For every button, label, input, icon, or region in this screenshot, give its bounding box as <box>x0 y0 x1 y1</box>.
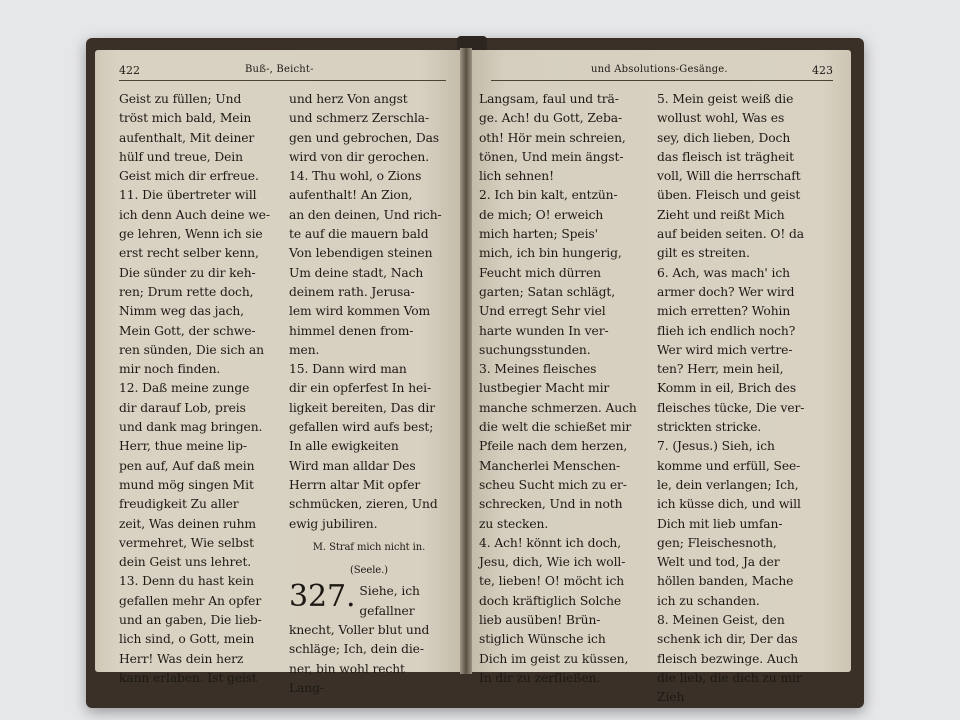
text-line: zeit, Was deinen ruhm <box>119 516 256 531</box>
text-line: Pfeile nach dem herzen, <box>479 439 628 454</box>
left-page-header <box>119 62 446 81</box>
text-line: mich harten; Speis' <box>479 227 598 242</box>
text-line: Dich mit lieb umfan- <box>657 516 783 531</box>
hymn-number: 327. <box>289 579 356 615</box>
text-line: 4. Ach! könnt ich doch, <box>479 535 622 550</box>
text-line: gefallner <box>359 603 415 618</box>
text-line: In dir zu zerfließen. <box>479 670 601 685</box>
left-column-1 <box>119 90 279 688</box>
text-line: das fleisch ist trägheit <box>657 149 794 164</box>
text-line: Nimm weg das jach, <box>119 304 244 319</box>
text-line: fleisch bezwinge. Auch <box>657 651 799 666</box>
text-line: 14. Thu wohl, o Zions <box>289 169 422 184</box>
text-line: kann erlaben. Ist geist <box>119 670 257 685</box>
text-line: manche schmerzen. Auch <box>479 400 637 415</box>
text-line: Herrn altar Mit opfer <box>289 477 421 492</box>
text-line: Wird man alldar Des <box>289 458 416 473</box>
text-line: 12. Daß meine zunge <box>119 381 250 396</box>
text-line: und an gaben, Die lieb- <box>119 613 262 628</box>
text-line: zu stecken. <box>479 516 549 531</box>
text-line: schläge; Ich, dein die- <box>289 642 424 657</box>
text-line: freudigkeit Zu aller <box>119 497 239 512</box>
text-line: tröst mich bald, Mein <box>119 111 252 126</box>
text-line: Komm in eil, Brich des <box>657 381 797 396</box>
text-line: lich sehnen! <box>479 169 554 184</box>
text-line: le, dein verlangen; Ich, <box>657 477 799 492</box>
text-line: gefallen wird aufs best; <box>289 420 434 435</box>
text-line: Herr! Was dein herz <box>119 651 244 666</box>
text-line: In alle ewigkeiten <box>289 439 399 454</box>
text-line: lem wird kommen Vom <box>289 304 431 319</box>
text-line: lustbegier Macht mir <box>479 381 610 396</box>
text-line: und herz Von angst <box>289 92 408 106</box>
text-line: gen und gebrochen, Das <box>289 130 440 145</box>
text-line: 11. Die übertreter will <box>119 188 257 203</box>
text-line: Von lebendigen steinen <box>289 246 433 261</box>
text-line: fleisches tücke, Die ver- <box>657 400 805 415</box>
text-line: ewig jubiliren. <box>289 516 378 531</box>
text-line: stiglich Wünsche ich <box>479 632 606 647</box>
text-line: Zieht und reißt Mich <box>657 207 785 222</box>
text-line: ligkeit bereiten, Das dir <box>289 400 436 415</box>
text-line: 15. Dann wird man <box>289 362 407 377</box>
right-page-header <box>491 62 833 81</box>
text-line: gilt es streiten. <box>657 246 750 261</box>
text-line: mich, ich bin hungerig, <box>479 246 622 261</box>
text-line: höllen banden, Mache <box>657 574 794 589</box>
text-line: knecht, Voller blut und <box>289 623 430 638</box>
text-line: harte wunden In ver- <box>479 323 609 338</box>
text-line: Mein Gott, der schwe- <box>119 323 256 338</box>
text-line: ich denn Auch deine we- <box>119 207 270 222</box>
text-line: Wer wird mich vertre- <box>657 342 793 357</box>
text-line: te, lieben! O! möcht ich <box>479 574 625 589</box>
text-line: aufenthalt, Mit deiner <box>119 130 255 145</box>
text-line: dir darauf Lob, preis <box>119 400 246 415</box>
text-line: ge. Ach! du Gott, Zeba- <box>479 111 623 126</box>
text-line: 7. (Jesus.) Sieh, ich <box>657 439 775 454</box>
text-line: Feucht mich dürren <box>479 265 601 280</box>
text-line: Mancherlei Menschen- <box>479 458 621 473</box>
text-line: Jesu, dich, Wie ich woll- <box>479 555 626 570</box>
right-column-2 <box>657 90 829 708</box>
text-line: doch kräftiglich Solche <box>479 593 622 608</box>
text-line: Siehe, ich <box>359 584 420 599</box>
text-line: mir noch finden. <box>119 362 221 377</box>
text-line: Herr, thue meine lip- <box>119 439 247 454</box>
text-line: Und erregt Sehr viel <box>479 304 606 319</box>
text-line: ren; Drum rette doch, <box>119 284 254 299</box>
text-line: 13. Denn du hast kein <box>119 574 254 589</box>
text-line: und dank mag bringen. <box>119 420 263 435</box>
text-line: 3. Meines fleisches <box>479 362 597 377</box>
text-line: 2. Ich bin kalt, entzün- <box>479 188 618 203</box>
text-line: mich erretten? Wohin <box>657 304 791 319</box>
text-line: ren sünden, Die sich an <box>119 342 264 357</box>
text-line: ge lehren, Wenn ich sie <box>119 227 263 242</box>
text-line: armer doch? Wer wird <box>657 284 795 299</box>
text-line: schmücken, zieren, Und <box>289 497 438 512</box>
right-page <box>467 50 851 705</box>
text-line: wird von dir gerochen. <box>289 149 430 164</box>
text-line: ich küsse dich, und will <box>657 497 801 512</box>
text-line: ich zu schanden. <box>657 593 760 608</box>
text-line: erst recht selber kenn, <box>119 246 259 261</box>
text-line: suchungsstunden. <box>479 342 591 357</box>
left-page-number: 422 <box>119 64 140 77</box>
text-line: komme und erfüll, See- <box>657 458 801 473</box>
text-line: Lang- <box>289 680 324 695</box>
text-line: pen auf, Auf daß mein <box>119 458 255 473</box>
text-line: garten; Satan schlägt, <box>479 284 616 299</box>
text-line: sey, dich lieben, Doch <box>657 130 791 145</box>
text-line: auf beiden seiten. O! da <box>657 227 804 242</box>
text-line: dein Geist uns lehret. <box>119 555 252 570</box>
left-running-head: Buß-, Beicht- <box>245 64 314 75</box>
text-line: Welt und tod, Ja der <box>657 555 780 570</box>
text-line: Geist mich dir erfreue. <box>119 169 259 184</box>
text-line: die welt die schießet mir <box>479 420 632 435</box>
text-line: vermehret, Wie selbst <box>119 535 254 550</box>
melody-note: M. Straf mich nicht in. <box>312 541 426 553</box>
text-line: Dich im geist zu küssen, <box>479 651 629 666</box>
right-column-1 <box>479 90 651 688</box>
text-line: lich sind, o Gott, mein <box>119 632 255 647</box>
text-line: flieh ich endlich noch? <box>657 323 796 338</box>
text-line: scheu Sucht mich zu er- <box>479 477 627 492</box>
text-line: und schmerz Zerschla- <box>289 111 430 126</box>
text-line: men. <box>289 342 320 357</box>
text-line: gen; Fleischesnoth, <box>657 535 777 550</box>
text-line: lieb ausüben! Brün- <box>479 613 601 628</box>
text-line: Geist zu füllen; Und <box>119 92 242 106</box>
text-line: deinem rath. Jerusa- <box>289 284 415 299</box>
text-line: schrecken, Und in noth <box>479 497 623 512</box>
text-line: strickten stricke. <box>657 420 762 435</box>
right-page-number: 423 <box>812 64 833 77</box>
text-line: te auf die mauern bald <box>289 227 429 242</box>
text-line: ner, bin wohl recht <box>289 661 405 676</box>
voice-label: (Seele.) <box>350 565 388 577</box>
text-line: oth! Hör mein schreien, <box>479 130 626 145</box>
text-line: wollust wohl, Was es <box>657 111 785 126</box>
text-line: voll, Will die herrschaft <box>657 169 801 184</box>
text-line: hülf und treue, Dein <box>119 149 243 164</box>
text-line: 6. Ach, was mach' ich <box>657 265 790 280</box>
text-line: dir ein opferfest In hei- <box>289 381 432 396</box>
text-line: schenk ich dir, Der das <box>657 632 798 647</box>
text-line: an den deinen, Und rich- <box>289 207 442 222</box>
text-line: Um deine stadt, Nach <box>289 265 424 280</box>
text-line: aufenthalt! An Zion, <box>289 188 413 203</box>
left-page <box>95 50 464 695</box>
text-line: Die sünder zu dir keh- <box>119 265 256 280</box>
text-line: de mich; O! erweich <box>479 207 604 222</box>
text-line: üben. Fleisch und geist <box>657 188 801 203</box>
text-line: himmel denen from- <box>289 323 414 338</box>
text-line: Langsam, faul und trä- <box>479 92 619 106</box>
book-gutter <box>460 48 472 674</box>
text-line: 8. Meinen Geist, den <box>657 613 785 628</box>
text-line: Zieh <box>657 690 685 705</box>
text-line: mund mög singen Mit <box>119 477 254 492</box>
right-running-head: und Absolutions-Gesänge. <box>591 64 728 75</box>
text-line: ten? Herr, mein heil, <box>657 362 784 377</box>
text-line: 5. Mein geist weiß die <box>657 92 794 106</box>
text-line: gefallen mehr An opfer <box>119 593 262 608</box>
text-line: tönen, Und mein ängst- <box>479 149 624 164</box>
left-column-2 <box>289 90 449 698</box>
text-line: die lieb, die dich zu mir <box>657 670 802 685</box>
